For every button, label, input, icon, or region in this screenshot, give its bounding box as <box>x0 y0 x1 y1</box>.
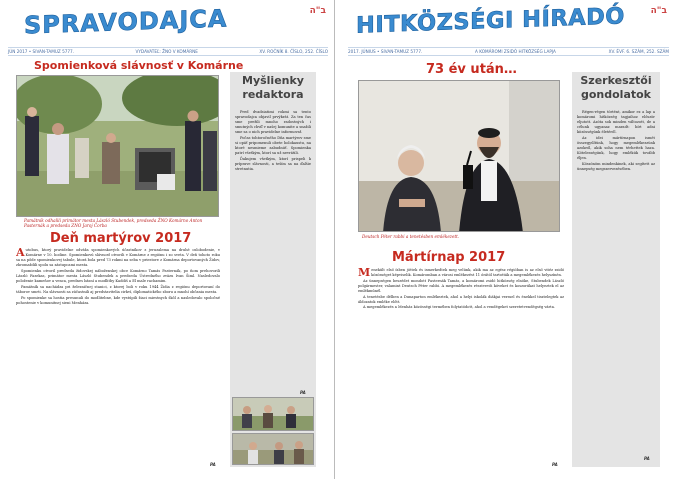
editor-sidebox <box>572 72 660 467</box>
sidebox-paragraph: Počas tohtoročného Dňa martýrov sme si opäť pripomenuli obete holokaustu, na ktoré nesmieme zabudnúť. Spomienka patrí všetkým, ktorí sa už nevrátili. <box>235 136 311 156</box>
headline-mid: Mártírnap 2017 <box>392 250 506 265</box>
author-signature: PA <box>210 462 216 467</box>
issue-publisher: VYDAVATEĽ: ŽNO V KOMÁRNE <box>135 49 198 54</box>
article-paragraph: A megemlékezés a Menház közösségi termében folytatódott, ahol a vendégeket szeretetvendégség várta. <box>363 305 555 310</box>
dropcap: M <box>358 268 371 279</box>
masthead <box>346 4 669 46</box>
headline-top: Spomienková slávnosť v Komárne <box>34 59 244 72</box>
sidebox-title: Szerkesztői gondolatok <box>580 74 652 101</box>
editor-sidebox <box>230 72 316 467</box>
spravodajca-page <box>0 0 335 479</box>
author-signature: PA <box>552 462 558 467</box>
masthead <box>6 4 328 46</box>
issue-publisher: A KOMÁROMI ZSIDÓ HITKÖZSÉG LAPJA <box>475 49 556 54</box>
ceremony-photo <box>16 75 219 217</box>
inset-photo-1 <box>232 397 314 431</box>
memorial-photo-image <box>359 81 560 232</box>
issue-infobar <box>8 47 328 56</box>
hebrew-mark: ב"ה <box>309 6 326 16</box>
article-paragraph: Pamätník sa nachádza pri železničnej stanici, z ktorej boli v roku 1944 Židia z regiónu deportovaní do táborov smrti. Na slávnosti sa zúčastnili aj predstavitelia cirkví, diplomatického zboru a mnohí občania mesta. <box>16 284 220 294</box>
inset-photo-image <box>233 398 314 431</box>
article-body <box>16 248 220 458</box>
issue-date: JÚN 2017 • SIVAN-TAMUZ 5777. <box>8 49 75 54</box>
masthead-title: SPRAVODAJCA <box>24 4 228 40</box>
sidebox-signature: PA <box>300 390 306 395</box>
sidebox-signature: PA <box>644 456 650 461</box>
dropcap: A <box>16 248 25 259</box>
article-paragraph: Spomienku otvoril predseda židovskej náboženskej obce Komárno Tamás Pasternák, po ňom prehovorili László Fazekas, primátor mesta László Stubendek a predseda Ústredného zväzu Ivan Šiml. Nasledovalo položenie kameňov a venca, prednes básní a modlitby Kaddiš a El male rachamim. <box>16 268 220 284</box>
article-paragraph: enekült első ízben jöttek és ismerkedtek meg velünk, akik ma az egész régióban is az első vitéz zsidó közösséget képviselik. Komáromban a városi emlékezést 11 órától tartották a megemlékezés helyszínén. <box>371 268 564 278</box>
ceremony-photo-image <box>17 76 219 217</box>
headline-mid: Deň martýrov 2017 <box>50 231 192 246</box>
sidebox-paragraph: Az idei mártírnapon ismét összegyűltünk, hogy megemlékezzünk azokról, akik soha nem térhettek haza. Kötelességünk, hogy emlékük tovább éljen. <box>577 136 655 161</box>
article-paragraph: A tenetésbe délben a Dunaparton emlékeztek, ahol a helyi iskolák diákjai verssel és énekkel tisztelegtek az áldozatok emléke előtt. <box>358 294 564 304</box>
hebrew-mark: ב"ה <box>650 6 667 16</box>
sidebox-body <box>577 110 655 455</box>
article-paragraph: Az ünnepségen beszédet mondott Pasternák Tamás, a komáromi zsidó hitközség elnöke, Stubendek László polgármester, valamint Deutsch Péter rabbi. A megemlékezés résztvevői köveket és koszorúkat helyeztek el az emlékműnél. <box>358 278 564 293</box>
hitkozsegi-hirado-page <box>340 0 675 479</box>
photo-caption: Pamätník odhalili primátor mesta László Stubendek, predseda ŽNO Komárno Anton Pasternák a predseda ZNO Jaroj Čorba <box>24 218 203 228</box>
issue-number: XV. ÉVF. 6. SZÁM, 252. SZÁM <box>608 49 669 54</box>
inset-photo-2 <box>232 433 314 465</box>
sidebox-title: Myšlienky redaktora <box>242 74 304 101</box>
issue-number: XV. ROČNÍK 8. ČÍSLO, 252. ČÍSLO <box>259 49 328 54</box>
inset-photo-image <box>233 434 314 465</box>
sidebox-paragraph: Köszönöm mindenkinek, aki segített az ünnepség megszervezésében. <box>577 162 655 172</box>
memorial-photo <box>358 80 560 232</box>
article-body <box>358 268 564 458</box>
sidebox-paragraph: Ďakujem všetkým, ktorí prispeli k príprave slávnosti, a teším sa na ďalšie stretnutia. <box>235 157 311 172</box>
article-paragraph: Po spomienke sa hostia presunuli do modlitebne, kde vystúpili žiaci miestnych škôl a nasledovalo spoločné pohostenie v komunitnej sieni Menháza. <box>16 295 220 305</box>
photo-caption: Deutsch Péter rabbi a tenetésben emlékezett. <box>362 234 460 239</box>
article-paragraph: utobus, ktorý pravidelne odváža spomienkových účastníkov z jeruzalema na druhé oslobodenie, v Komárne v 10. hodine. Spomienkovú slávnosť otvorili v Komárne z regiónu i zo sveta. V deň tohoto roku sa na pôde spomienkovej tabule, ktorá bola pred 73 rokmi na seba v priestore z Komárna deportovaných Židov, zhromaždili spolu sa zástupcami mesta. <box>16 248 220 268</box>
masthead-title: HITKÖZSÉGI HÍRADÓ <box>356 3 625 39</box>
sidebox-paragraph: Régen-régen történt, amikor ez a lap a komáromi hitközség tagjaihoz először eljutott. Azóta sok minden változott, de a célunk ugyanaz maradt: hírt adni közösségünk életéről. <box>577 110 655 135</box>
issue-infobar <box>348 47 669 56</box>
issue-date: 2017. JÚNIUS • SIVAN-TAMUZ 5777. <box>348 49 423 54</box>
sidebox-paragraph: Pred dvadsiatimi rokmi sa tento spravodajca objavil prvýkrát. Za ten čas sme prežili mnoho radostných i smutných chvíľ v našej komunite a snažili sme sa o nich pravidelne informovať. <box>235 110 311 135</box>
headline-top: 73 év után… <box>426 62 517 77</box>
